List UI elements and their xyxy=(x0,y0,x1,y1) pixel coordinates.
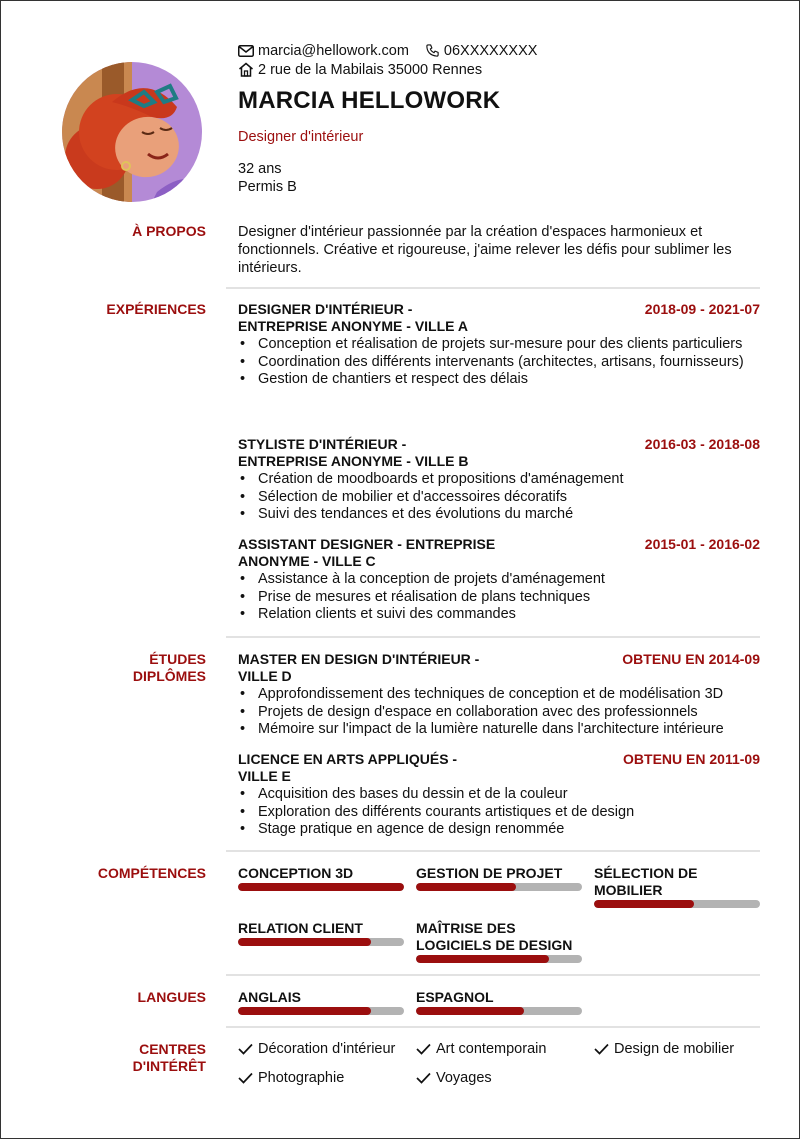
list-item: • Sélection de mobilier et d'accessoires décoratifs xyxy=(238,489,760,507)
skills-label: COMPÉTENCES xyxy=(97,865,206,881)
interest-item xyxy=(238,1070,344,1086)
list-item: • Conception et réalisation de projets sur-mesure pour des clients particuliers xyxy=(238,336,760,354)
interest-item xyxy=(238,1041,395,1057)
interest-label: Voyages xyxy=(436,1070,492,1086)
languages-label: LANGUES xyxy=(137,989,206,1005)
phone-icon xyxy=(425,43,440,58)
divider xyxy=(226,850,760,852)
mail-icon xyxy=(238,45,254,57)
entry-bullets xyxy=(238,571,760,624)
interests-label xyxy=(61,1041,206,1075)
phone-text: 06XXXXXXXX xyxy=(443,42,538,59)
check-icon xyxy=(416,1072,431,1084)
education-entry xyxy=(238,651,760,739)
skill-item xyxy=(238,865,404,891)
language-bar-fill xyxy=(416,1007,524,1015)
divider xyxy=(226,287,760,289)
home-icon xyxy=(238,62,254,77)
interests-label-line1: CENTRES xyxy=(139,1041,206,1057)
skill-item xyxy=(416,920,582,963)
email-text: marcia@hellowork.com xyxy=(258,42,409,59)
phone-contact[interactable] xyxy=(425,43,538,59)
list-item: • Stage pratique en agence de design renommée xyxy=(238,821,760,839)
skill-item xyxy=(416,865,582,891)
interest-item xyxy=(594,1041,734,1057)
age: 32 ans xyxy=(238,161,282,177)
language-name: ESPAGNOL xyxy=(416,989,494,1005)
skill-bar xyxy=(416,955,582,963)
interest-label: Art contemporain xyxy=(436,1041,547,1057)
entry-title: LICENCE EN ARTS APPLIQUÉS - VILLE E xyxy=(238,751,458,784)
skill-bar-fill xyxy=(416,883,516,891)
driving-license: Permis B xyxy=(238,179,297,195)
skill-bar-fill xyxy=(416,955,549,963)
language-bar-fill xyxy=(238,1007,371,1015)
address-contact xyxy=(238,62,482,78)
experience-entry xyxy=(238,436,760,524)
list-item: • Suivi des tendances et des évolutions du marché xyxy=(238,506,760,524)
list-item: • Mémoire sur l'impact de la lumière naturelle dans l'architecture intérieure xyxy=(238,721,760,739)
entry-title: STYLISTE D'INTÉRIEUR - ENTREPRISE ANONYME - VILLE B xyxy=(238,436,469,469)
skill-bar-fill xyxy=(238,883,404,891)
address-line xyxy=(238,60,778,79)
interest-label: Design de mobilier xyxy=(614,1041,735,1057)
list-item: • Assistance à la conception de projets d'aménagement xyxy=(238,571,760,589)
list-item: • Exploration des différents courants artistiques et de design xyxy=(238,804,760,822)
entry-date: OBTENU EN 2014-09 xyxy=(622,651,760,667)
entry-title: ASSISTANT DESIGNER - ENTREPRISE ANONYME - VILLE C xyxy=(238,536,496,569)
list-item: • Coordination des différents intervenants (architectes, artisans, fournisseurs) xyxy=(238,354,760,372)
entry-bullets xyxy=(238,336,760,389)
entry-bullets xyxy=(238,686,760,739)
list-item: • Création de moodboards et propositions d'aménagement xyxy=(238,471,760,489)
divider xyxy=(226,974,760,976)
education-label-line1: ÉTUDES xyxy=(149,651,206,667)
interest-label: Photographie xyxy=(258,1070,345,1086)
contact-line xyxy=(238,41,778,60)
skill-bar xyxy=(238,883,404,891)
list-item: • Approfondissement des techniques de conception et de modélisation 3D xyxy=(238,686,760,704)
list-item: • Projets de design d'espace en collaboration avec des professionnels xyxy=(238,704,760,722)
skill-name: RELATION CLIENT xyxy=(238,920,363,936)
email-contact[interactable] xyxy=(238,43,409,59)
education-entry xyxy=(238,751,760,839)
address-text: 2 rue de la Mabilais 35000 Rennes xyxy=(258,61,483,78)
skill-bar-fill xyxy=(238,938,371,946)
list-item: • Gestion de chantiers et respect des délais xyxy=(238,371,760,389)
interest-item xyxy=(416,1070,492,1086)
entry-bullets xyxy=(238,786,760,839)
skill-bar xyxy=(594,900,760,908)
experiences-label: EXPÉRIENCES xyxy=(106,301,206,317)
skill-item xyxy=(238,920,404,946)
full-name: MARCIA HELLOWORK xyxy=(238,87,501,114)
skill-name: SÉLECTION DE MOBILIER xyxy=(594,865,698,898)
entry-date: OBTENU EN 2011-09 xyxy=(623,751,760,767)
entry-date: 2018-09 - 2021-07 xyxy=(644,301,760,317)
interest-label: Décoration d'intérieur xyxy=(258,1041,396,1057)
skill-name: CONCEPTION 3D xyxy=(238,865,354,881)
education-label xyxy=(61,651,206,685)
education-label-line2: DIPLÔMES xyxy=(132,668,206,684)
about-label: À PROPOS xyxy=(132,223,206,239)
job-title: Designer d'intérieur xyxy=(238,129,364,145)
skill-name: GESTION DE PROJET xyxy=(416,865,563,881)
interest-item xyxy=(416,1041,546,1057)
language-name: ANGLAIS xyxy=(238,989,301,1005)
about-text: Designer d'intérieur passionnée par la création d'espaces harmonieux et fonctionnels. Créative et rigoureuse, j'aime relever les défis pour sublimer les intérieurs. xyxy=(238,224,732,276)
skill-bar-fill xyxy=(594,900,694,908)
profile-photo xyxy=(62,62,202,202)
check-icon xyxy=(416,1043,431,1055)
personal-info xyxy=(238,160,778,196)
check-icon xyxy=(238,1072,253,1084)
language-bar xyxy=(238,1007,404,1015)
list-item: • Prise de mesures et réalisation de plans techniques xyxy=(238,589,760,607)
experience-entry xyxy=(238,536,760,624)
entry-title: MASTER EN DESIGN D'INTÉRIEUR - VILLE D xyxy=(238,651,480,684)
language-item xyxy=(416,989,582,1015)
check-icon xyxy=(594,1043,609,1055)
divider xyxy=(226,636,760,638)
language-bar xyxy=(416,1007,582,1015)
skill-item xyxy=(594,865,760,908)
language-item xyxy=(238,989,404,1015)
skill-name: MAÎTRISE DES LOGICIELS DE DESIGN xyxy=(416,920,573,953)
entry-date: 2015-01 - 2016-02 xyxy=(644,536,760,552)
interests-label-line2: D'INTÉRÊT xyxy=(132,1058,206,1074)
skill-bar xyxy=(238,938,404,946)
list-item: • Relation clients et suivi des commandes xyxy=(238,606,760,624)
entry-title: DESIGNER D'INTÉRIEUR - ENTREPRISE ANONYME - VILLE A xyxy=(238,301,468,334)
header xyxy=(238,41,778,196)
entry-date: 2016-03 - 2018-08 xyxy=(644,436,760,452)
experience-entry xyxy=(238,301,760,389)
skill-bar xyxy=(416,883,582,891)
list-item: • Acquisition des bases du dessin et de la couleur xyxy=(238,786,760,804)
entry-bullets xyxy=(238,471,760,524)
divider xyxy=(226,1026,760,1028)
check-icon xyxy=(238,1043,253,1055)
